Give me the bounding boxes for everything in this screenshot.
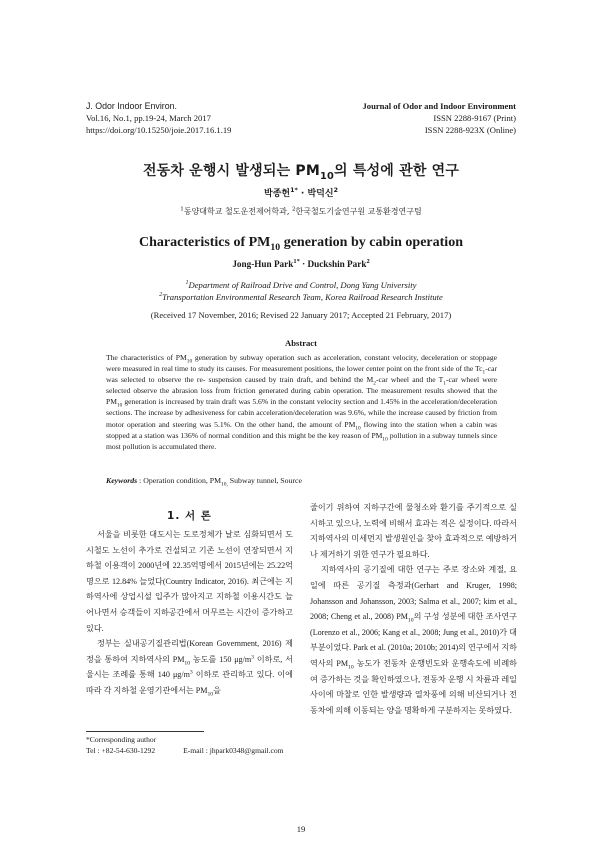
body-column-left <box>86 527 293 699</box>
english-authors: Jong-Hun Park$^{1*}$ · Duckshin Park$^2$ <box>232 257 370 269</box>
volume-info: Vol.16, No.1, pp.19-24, March 2017 <box>86 113 211 123</box>
issn-online: ISSN 2288-923X (Online) <box>424 125 516 135</box>
footnote-rule <box>86 731 204 732</box>
keywords-label: Keywords <box>106 476 138 485</box>
paragraph: 정부는 실내공기질관리법(Korean Government, 2016) 제정을 통하여 지하역사의 $PM_{10}$ 농도를 150 $\mu g/m^3$ 이하로, 서울시는 조례를 통해 140 $\mu g/m^3$ 이하로 관리하고 있다. 이에 따라 각 지하철 운영기관에서는 $PM_{10}$을 <box>86 639 294 698</box>
paragraph: 줄이기 위하여 지하구간에 물청소와 환기를 주기적으로 실시하고 있으나, 노력에 비해서 효과는 적은 실정이다. 따라서 지하역사의 미세먼지 발생원인을 찾아 효과적으로 예방하거나 제거하기 위한 연구가 필요하다. <box>310 503 517 559</box>
korean-authors: 박종헌$^{1*}$ · 박덕신$^2$ <box>264 187 338 199</box>
corresponding-author-note <box>86 734 312 756</box>
section-heading-introduction: 1. 서 론 <box>167 510 212 522</box>
paragraph: 서울을 비롯한 대도시는 도로정체가 날로 심화되면서 도시철도 노선이 추가로 건설되고 기존 노선이 연장되면서 지하철 이용객이 2000년에 22.35억명에서 2015년에는 25.22억명으로 12.84% 늘었다(Country Indicator, 2016). 최근에는 지하역사에 상업시설 입주가 많아지고 지하철 이용시간도 늘어나면서 승객들이 지하공간에서 머무르는 시간이 증가하고 있다. <box>86 530 293 633</box>
doi-link[interactable]: https://doi.org/10.15250/joie.2017.16.1.19 <box>86 125 232 135</box>
affiliation-2: $^2$Transportation Environmental Research Team, Korea Railroad Research Institute <box>159 292 443 302</box>
keywords-line: Keywords : Operation condition, $PM_{10,}$ Subway tunnel, Source <box>106 476 302 488</box>
korean-affiliations: $^1$동양대학교 철도운전제어학과, $^2$한국철도기술연구원 교통환경연구팀 <box>180 206 422 216</box>
telephone: Tel : +82-54-630-1292 <box>86 746 156 755</box>
english-affiliations <box>86 279 516 303</box>
korean-title: 전동차 운행시 발생되는 $PM_{10}$의 특성에 관한 연구 <box>142 163 460 182</box>
running-header-left <box>86 100 231 136</box>
english-title: Characteristics of $PM_{10}$ generation by cabin operation <box>139 235 463 253</box>
journal-full-name: Journal of Odor and Indoor Environment <box>362 101 516 111</box>
journal-abbrev: J. Odor Indoor Environ. <box>86 101 177 111</box>
page-number: 19 <box>296 824 306 834</box>
body-column-right <box>310 500 517 718</box>
received-dates: (Received 17 November, 2016; Revised 22 January 2017; Accepted 21 February, 2017) <box>150 310 452 320</box>
abstract-heading: Abstract <box>285 338 317 348</box>
corresponding-label: *Corresponding author <box>86 735 157 744</box>
running-header-right <box>330 100 516 136</box>
email-link[interactable]: E-mail : jhpark0348@gmail.com <box>183 746 284 755</box>
issn-print: ISSN 2288-9167 (Print) <box>433 113 516 123</box>
affiliation-1: $^1$Department of Railroad Drive and Control, Dong Yang University <box>185 280 417 290</box>
abstract-body: The characteristics of $PM_{10}$ generation by subway operation such as acceleration, constant velocity, deceleration or stoppage were measured in real time to study its causes. For measurement positions, the lower center point on the front side of the $Tc_1$-car was selected to observe the re- suspension caused by train draft, and behind the $M_2$-car wheel and the $T_1$-car wheel were selected observe the abrasion loss from friction generated during cabin operation. The measurement results showed that the $PM_{10}$ generation is increased by train draft was 5.6% in the constant velocity section and 1.45% in the acceleration/deceleration sections. The increase by adhesiveness for cabin acceleration/deceleration was 9.6%, while the increase caused by friction from motor operation and steering was 5.1%. On the other hand, the amount of $PM_{10}$ flowing into the station when a cabin was stopped at a station was 136% of normal condition and this might be the key reason of $PM_{10}$ pollution in a subway tunnels since most pollution is accumulated there. <box>106 353 497 451</box>
paragraph: 지하역사의 공기질에 대한 연구는 주로 장소와 계절, 요일에 따른 공기질 측정과(Gerhart and Kruger, 1998; Johansson and Johansson, 2003; Salma et al., 2007; kim et al., 2008; Cheng et al., 2008) $PM_{10}$의 구성 성분에 대한 조사연구(Lorenzo et al., 2006; Kang et al., 2008; Jung et al., 2010)가 대부분이었다. Park et al. (2010a; 2010b; 2014)의 연구에서 지하역사의 $PM_{10}$ 농도가 전동차 운행빈도와 운행속도에 비례하여 증가하는 것을 확인하였으나, 전동차 운행 시 차륜과 레일 사이에 마찰로 인한 발생량과 열차풍에 의해 비산되거나 전동차에 의해 이동되는 양을 명확하게 구분하지는 못하였다. <box>310 565 518 715</box>
